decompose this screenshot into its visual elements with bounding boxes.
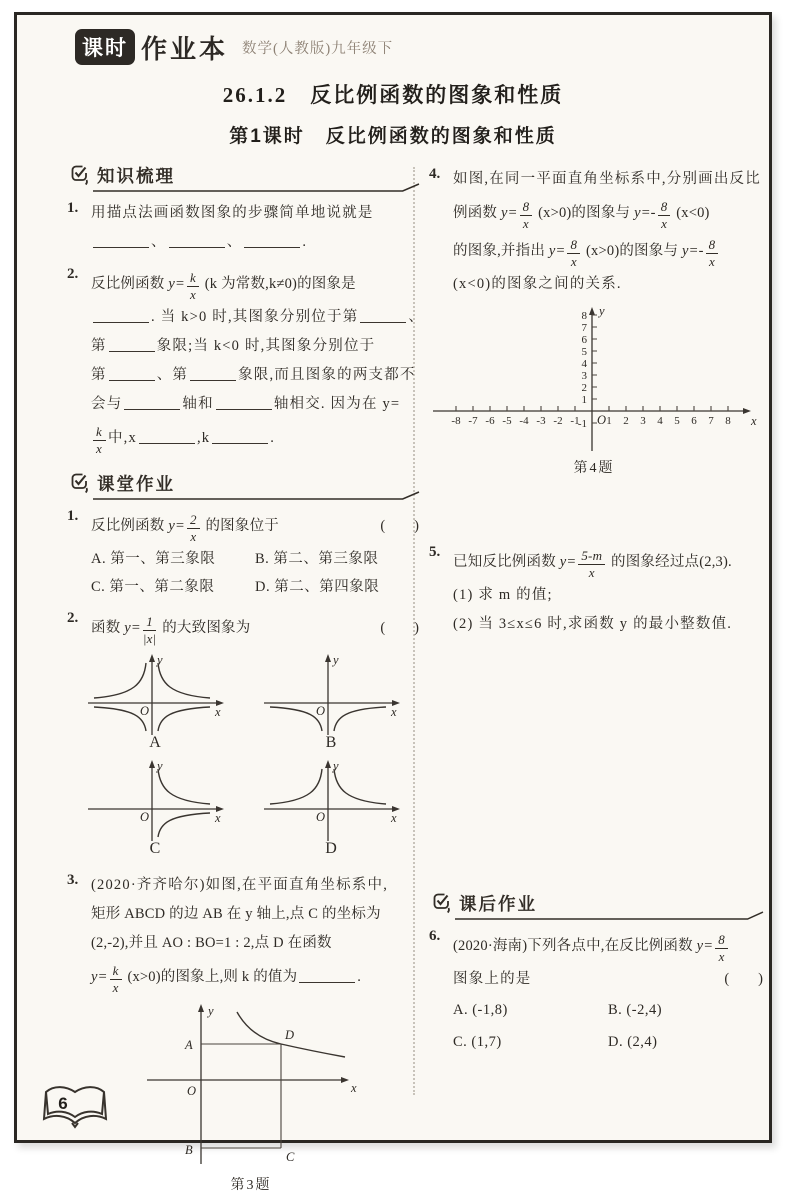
option-c: C. 第一、第二象限	[91, 579, 215, 595]
page-frame	[14, 12, 772, 1193]
svg-text:x: x	[391, 705, 397, 719]
question-text: 用描点法画函数图象的步骤简单地说就是	[91, 205, 374, 221]
option-graphs	[67, 651, 419, 863]
svg-text:y: y	[157, 759, 163, 773]
blank-field	[93, 319, 149, 323]
svg-text:4: 4	[581, 358, 587, 370]
svg-text:-3: -3	[536, 415, 546, 427]
question-number: 3.	[67, 872, 79, 888]
chapter-title: 26.1.2 反比例函数的图象和性质	[222, 83, 564, 107]
svg-text:7: 7	[708, 415, 714, 427]
mini-axes	[80, 651, 230, 737]
option-graph-d	[256, 757, 406, 863]
svg-text:y: y	[157, 653, 163, 667]
page-number: 6	[58, 1094, 68, 1113]
figure-caption: 第3题	[230, 1178, 272, 1193]
option-c: C. (1,7)	[453, 1034, 502, 1050]
question-text: 反比例函数 y= $\frac{k}{x}$ (k 为常数,k≠0)的图象是	[91, 270, 356, 302]
svg-text:8: 8	[581, 310, 587, 322]
answer-parentheses: ( )	[380, 518, 419, 534]
blank-field	[360, 319, 406, 323]
edition-label: 数学(人教版)九年级下	[242, 40, 394, 57]
svg-text:5: 5	[581, 346, 587, 358]
svg-text:-6: -6	[485, 415, 495, 427]
fraction: $\frac{8}{x}$	[658, 200, 671, 230]
svg-text:O: O	[597, 413, 607, 427]
svg-text:7: 7	[581, 322, 587, 334]
logo-badge: 课时	[75, 29, 135, 65]
svg-text:-4: -4	[519, 415, 529, 427]
hyperbola-branch-q1	[158, 769, 210, 804]
figure-question-3	[131, 1002, 371, 1194]
section-label: 课堂作业	[97, 474, 175, 494]
section-label: 知识梳理	[97, 166, 175, 186]
svg-text:O: O	[316, 704, 326, 718]
graph-label: C	[149, 840, 161, 857]
svg-text:y: y	[599, 304, 605, 318]
fraction: $\frac{8}{x}$	[715, 933, 728, 963]
book-icon	[39, 1081, 113, 1131]
svg-text:O: O	[187, 1084, 197, 1098]
svg-text:x: x	[391, 811, 397, 825]
hyperbola-branch-q2	[94, 663, 146, 698]
graph-label: B	[325, 734, 337, 751]
figure-caption: 第4题	[573, 461, 615, 476]
mini-axes	[80, 757, 230, 843]
question-number: 6.	[429, 928, 441, 944]
blank-field	[244, 244, 300, 248]
blank-field	[139, 440, 195, 444]
svg-text:A: A	[185, 1038, 193, 1052]
fraction: $\frac{1}{|x|}$	[142, 614, 157, 646]
blank-field	[124, 406, 180, 410]
svg-text:1: 1	[606, 415, 612, 427]
svg-text:-7: -7	[468, 415, 478, 427]
checkbox-icon	[69, 163, 91, 187]
svg-text:3: 3	[640, 415, 646, 427]
svg-text:x: x	[215, 811, 221, 825]
fraction: $\frac{k}{x}$	[110, 964, 122, 994]
left-column	[67, 163, 425, 1194]
svg-text:1: 1	[581, 394, 587, 406]
blank-field	[299, 979, 355, 983]
option-b: B. 第二、第三象限	[255, 551, 379, 567]
question-number: 5.	[429, 544, 441, 560]
svg-text:-8: -8	[451, 415, 461, 427]
question-number: 2.	[67, 610, 79, 626]
options	[453, 994, 763, 1058]
lesson-subtitle: 第1课时 反比例函数的图象和性质	[229, 126, 557, 147]
fraction: $\frac{k}{x}$	[93, 425, 106, 455]
brand-name: 作业本	[141, 33, 229, 64]
hyperbola-branch-q4	[158, 707, 210, 731]
hyperbola-branch-q4	[158, 813, 210, 837]
option-graph-b	[256, 651, 406, 757]
blank-field	[93, 244, 149, 248]
svg-text:B: B	[185, 1143, 193, 1157]
svg-text:-1: -1	[570, 415, 580, 427]
coordinate-grid	[429, 303, 759, 455]
options	[91, 545, 419, 601]
classwork-question-3: 3. (2020·齐齐哈尔)如图,在平面直角坐标系中, 矩形 ABCD 的边 AB 在 y 轴上,点 C 的坐标为 (2,-2),并且 AO : BO=1 : 2,点 D 在函数 y= $\frac{k}{x}$ (x>0)的图象上,则 k 的值为 .	[67, 872, 389, 995]
section-label: 课后作业	[459, 894, 537, 914]
checkbox-icon	[69, 471, 91, 495]
svg-text:x: x	[751, 414, 757, 428]
svg-text:O: O	[140, 810, 150, 824]
svg-text:3: 3	[581, 370, 587, 382]
svg-text:x: x	[215, 705, 221, 719]
fill-in-line: 、 、 .	[91, 228, 419, 257]
question-number: 1.	[67, 508, 79, 524]
classwork-question-4: 4. 如图,在同一平面直角坐标系中,分别画出反比 例函数 y= $\frac{8}{x}$ (x>0)的图象与 y=- $\frac{8}{x}$ (x<0) 的图象,并指出 y= $\frac{8}{x}$ (x>0)的图象与 y=- $\frac{8}{x}$ (x<0)的图象之间的关系.	[429, 165, 763, 299]
hyperbola-branch-q1	[334, 769, 386, 804]
blank-field	[169, 244, 225, 248]
classwork-question-1: 1. ( ) 反比例函数 y= $\frac{2}{x}$ 的图象位于 A. 第一、第三象限 B. 第二、第三象限 C. 第一、第二象限 D. 第二、第四象限	[67, 507, 419, 601]
mini-axes	[256, 757, 406, 843]
knowledge-question-1	[67, 199, 419, 257]
option-graph-a	[80, 651, 230, 757]
section-header-homework	[429, 891, 763, 919]
question-number: 2.	[67, 266, 79, 282]
hyperbola-branch-q3	[94, 707, 146, 731]
mini-axes	[256, 651, 406, 737]
fraction: $\frac{8}{x}$	[567, 238, 580, 268]
svg-text:y: y	[333, 759, 339, 773]
svg-text:6: 6	[691, 415, 697, 427]
answer-parentheses: ( )	[724, 971, 763, 987]
svg-text:O: O	[140, 704, 150, 718]
svg-text:D: D	[285, 1028, 295, 1042]
checkbox-icon	[431, 891, 453, 915]
hyperbola-branch-q4	[334, 707, 386, 731]
svg-text:6: 6	[581, 334, 587, 346]
graph-label: A	[149, 734, 161, 751]
fraction: $\frac{k}{x}$	[187, 271, 199, 301]
svg-text:y: y	[208, 1004, 214, 1018]
svg-text:O: O	[316, 810, 326, 824]
option-a: A. 第一、第三象限	[91, 551, 216, 567]
homework-question-6: 6. (2020·海南)下列各点中,在反比例函数 y= $\frac{8}{x}$ ( ) 图象上的是 A. (-1,8) B. (-2,4) C. (1,7) D. (2,4)	[429, 927, 763, 1058]
rectangle-ABCD	[201, 1044, 281, 1148]
option-graph-c	[80, 757, 230, 863]
fraction: $\frac{5-m}{x}$	[578, 549, 605, 579]
brand-logo	[75, 27, 393, 67]
svg-text:-1: -1	[577, 418, 587, 430]
svg-text:8: 8	[725, 415, 731, 427]
hyperbola-branch-q3	[270, 707, 322, 731]
option-d: D. 第二、第四象限	[255, 579, 380, 595]
classwork-question-2: 2. ( ) 函数 y= $\frac{1}{|x|}$ 的大致图象为	[67, 610, 419, 646]
classwork-question-5: 5. 已知反比例函数 y= $\frac{5-m}{x}$ 的图象经过点(2,3). (1) 求 m 的值; (2) 当 3≤x≤6 时,求函数 y 的最小整数值.	[429, 543, 763, 639]
svg-text:-2: -2	[553, 415, 563, 427]
question-number: 1.	[67, 200, 79, 216]
fraction: $\frac{8}{x}$	[520, 200, 533, 230]
option-d: D. (2,4)	[608, 1034, 658, 1050]
option-b: B. (-2,4)	[608, 1002, 663, 1018]
svg-text:5: 5	[674, 415, 680, 427]
figure-question-4	[429, 303, 759, 477]
svg-text:-5: -5	[502, 415, 512, 427]
blank-field	[216, 406, 272, 410]
svg-text:y: y	[333, 653, 339, 667]
question-number: 4.	[429, 166, 441, 182]
svg-text:C: C	[286, 1150, 295, 1164]
blank-field	[109, 377, 155, 381]
hyperbola-branch-q1	[158, 663, 210, 698]
right-column	[429, 163, 763, 1058]
svg-text:2: 2	[623, 415, 629, 427]
graph-label: D	[325, 840, 337, 857]
hyperbola-branch-q2	[270, 769, 322, 804]
section-header-knowledge	[67, 163, 419, 191]
answer-parentheses: ( )	[380, 620, 419, 636]
knowledge-question-2: 2. 反比例函数 y= $\frac{k}{x}$ (k 为常数,k≠0)的图象是 . 当 k>0 时,其图象分别位于第 、 第 象限;当 k<0 时,其图象分别位于 第 、第 象限,而且图象的两支都不 会与 轴和 轴相交. 因为在 y= $\frac{k}{x}$ 中,x ,k .	[67, 266, 425, 456]
coordinate-figure	[131, 1002, 371, 1172]
fraction: $\frac{2}{x}$	[187, 513, 200, 543]
blank-field	[190, 377, 236, 381]
section-header-classwork	[67, 471, 419, 499]
page-number-badge	[39, 1081, 113, 1131]
svg-text:4: 4	[657, 415, 663, 427]
fraction: $\frac{8}{x}$	[706, 238, 719, 268]
option-a: A. (-1,8)	[453, 1002, 508, 1018]
svg-text:2: 2	[581, 382, 587, 394]
blank-field	[109, 348, 155, 352]
blank-field	[212, 440, 268, 444]
svg-text:x: x	[351, 1081, 357, 1095]
